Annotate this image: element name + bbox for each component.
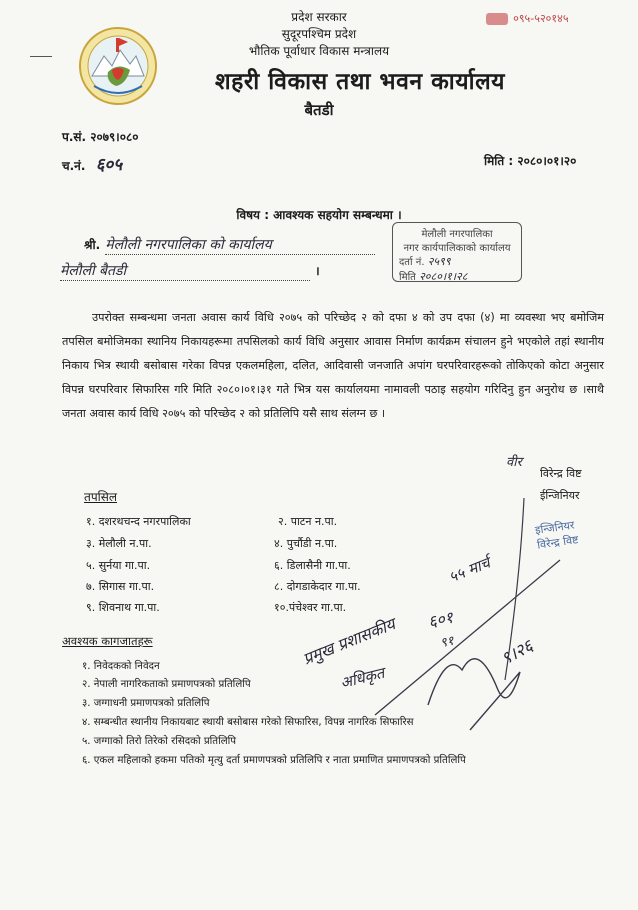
receipt-stamp-date-label: मिति xyxy=(399,272,416,283)
document-item-4: ४. सम्बन्धीत स्थानीय निकायबाट स्थायी बसोबास गरेको सिफारिस, विपन्न नागरिक सिफारिस xyxy=(82,717,414,728)
dispatch-label: च.नं. xyxy=(62,159,86,173)
addressee-end: । xyxy=(315,264,320,278)
engineer-stamp-name: विरेन्द्र विष्ट xyxy=(536,533,580,552)
tapsil-item-5: ५. सुर्नया गा.पा. xyxy=(86,559,151,572)
annotation-hand-line-2: प्रमुख प्रशासकीय xyxy=(300,614,398,669)
subject-line: विषय : आवश्यक सहयोग सम्बन्धमा । xyxy=(236,208,402,222)
annotation-hand-line-1: ५५ मार्च xyxy=(446,553,493,587)
addressee-handwritten-2: मेलौली बैतडी xyxy=(60,261,310,281)
document-item-1: १. निवेदकको निवेदन xyxy=(82,661,160,672)
document-item-5: ५. जग्गाको तिरो तिरेको रसिदको प्रतिलिपि xyxy=(82,736,237,747)
phone-badge xyxy=(486,8,569,27)
reference-number: प.सं. २०७९।०८० xyxy=(62,130,139,144)
signatory-initials: वीर xyxy=(506,455,522,470)
document-item-2: २. नेपाली नागरिकताको प्रमाणपत्रको प्रतिलिपि xyxy=(82,679,251,690)
engineer-stamp xyxy=(534,517,579,552)
receipt-stamp-reg xyxy=(393,254,521,269)
documents-heading: अवश्यक कागजातहरू xyxy=(62,634,153,648)
receipt-stamp-date xyxy=(393,269,521,284)
annotation-hand-line-4: ६०१ xyxy=(426,607,455,632)
tapsil-item-1: १. दशरथचन्द नगरपालिका xyxy=(86,515,191,528)
tapsil-item-2: २. पाटन न.पा. xyxy=(278,515,338,528)
office-district: बैतडी xyxy=(304,101,334,119)
header-line-ministry: भौतिक पूर्वाधार विकास मन्त्रालय xyxy=(248,44,390,58)
receipt-stamp-reg-label: दर्ता नं. xyxy=(399,257,425,268)
phone-icon xyxy=(486,13,508,25)
margin-mark xyxy=(30,56,52,57)
tapsil-heading: तपसिल xyxy=(84,490,118,504)
office-title: शहरी विकास तथा भवन कार्यालय xyxy=(215,69,505,95)
tapsil-item-7: ७. सिगास गा.पा. xyxy=(86,580,155,593)
document-item-6: ६. एकल महिलाको हकमा पतिको मृत्यु दर्ता प्रमाणपत्रको प्रतिलिपि र नाता प्रमाणित प्रमाणपत्रको प्रतिलिपि xyxy=(82,755,466,766)
receipt-stamp-office: नगर कार्यपालिकाको कार्यालय xyxy=(403,243,511,254)
addressee-prefix-dot: . xyxy=(95,238,101,252)
addressee-line-2 xyxy=(60,260,330,281)
header-line-province: सुदूरपश्चिम प्रदेश xyxy=(281,27,357,41)
receipt-stamp-date-value: २०८०।१।२८ xyxy=(419,270,468,283)
tapsil-item-10: १०.पंचेश्वर गा.पा. xyxy=(274,601,347,614)
engineer-stamp-title: इन्जिनियर xyxy=(534,518,576,537)
receipt-stamp xyxy=(392,222,522,282)
signatory-name: विरेन्द्र विष्ट xyxy=(540,467,582,480)
addressee-prefix: श्री xyxy=(84,238,96,252)
annotation-hand-line-3: अधिकृत xyxy=(338,663,387,693)
tapsil-item-9: ९. शिवनाथ गा.पा. xyxy=(86,601,160,614)
addressee-line-1 xyxy=(84,234,394,255)
receipt-stamp-municipality: मेलौली नगरपालिका xyxy=(421,229,493,240)
letter-body: उपरोक्त सम्बन्धमा जनता अवास कार्य विधि २०७५ को परिच्छेद २ को दफा ४ को उप दफा (४) मा व्यवस्था भए बमोजिम तपसिल बमोजिमका स्थानिय निकायहरूमा तपसिलको कार्य विधि अनुसार आवास निर्माण कार्यक्रम संचालन हुने भएकोले तहां स्थानीय निकाय भित्र स्थायी बसोबास गरेका विपन्न एकलमहिला, दलित, आदिवासी जनजाति अपांग घरपरिवारहरूको तोकिएको कोटा अनुसार विपन्न घरपरिवार सिफारिस गरि मिति २०८०।०१।३१ गते भित्र यस कार्यालयमा नामावली पठाइ सहयोग गरिदिनु हुन अनुरोध छ ।साथै जनता अवास कार्य विधि २०७५ को परिच्छेद २ को प्रतिलिपि यसै साथ संलग्न छ । xyxy=(62,311,604,420)
dispatch-handwritten: ६०५ xyxy=(95,155,123,175)
receipt-stamp-reg-value: २५९९ xyxy=(427,255,451,268)
header-line-province-govt: प्रदेश सरकार xyxy=(291,10,347,24)
tapsil-item-8: ८. दोगडाकेदार गा.पा. xyxy=(274,580,361,593)
annotation-hand-date: ९।२६ xyxy=(497,636,537,670)
signatory-title: ईन्जिनियर xyxy=(540,489,580,502)
annotation-hand-line-5: ९१ xyxy=(438,633,456,652)
addressee-handwritten-1: मेलौली नगरपालिका को कार्यालय xyxy=(105,235,375,255)
tapsil-item-6: ६. डिलासैनी गा.पा. xyxy=(274,559,351,572)
dispatch-number xyxy=(62,152,122,175)
tapsil-item-3: ३. मेलौली न.पा. xyxy=(86,537,152,550)
tapsil-item-4: ४. पुर्चौडी न.पा. xyxy=(274,537,338,550)
letter-date: मिति : २०८०।०१।२० xyxy=(484,154,577,168)
document-item-3: ३. जग्गाधनी प्रमाणपत्रको प्रतिलिपि xyxy=(82,698,210,709)
phone-number: ०९५-५२०१४५ xyxy=(513,12,569,25)
